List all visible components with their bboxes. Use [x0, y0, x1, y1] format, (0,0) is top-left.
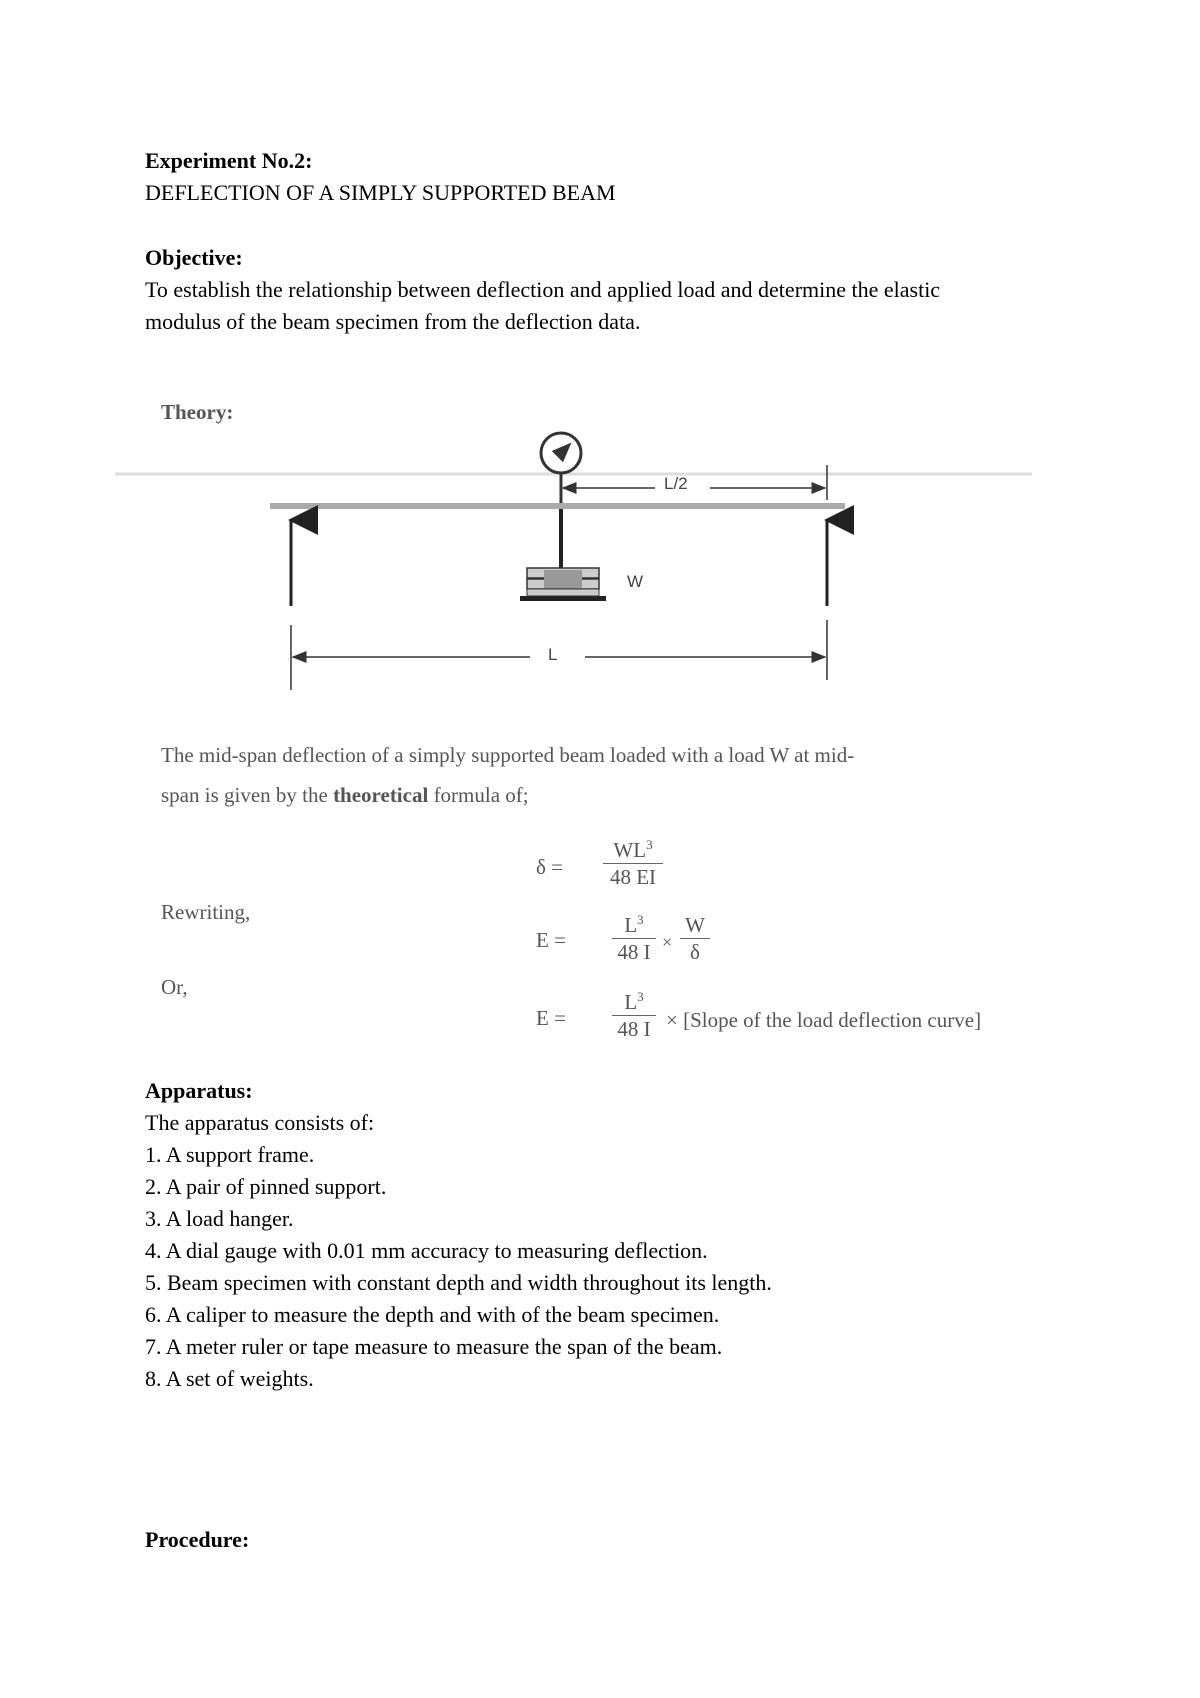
- objective-heading: Objective:: [145, 245, 243, 270]
- eq1-fraction: [603, 838, 663, 889]
- eq1-lhs: δ =: [536, 855, 563, 879]
- rewriting-label: Rewriting,: [161, 900, 251, 924]
- apparatus-item: 3. A load hanger.: [145, 1206, 294, 1231]
- theory-text-line2: [161, 783, 529, 808]
- eq1-numerator: $WL^3$: [603, 838, 663, 864]
- eq2-numerator2: W: [680, 913, 710, 939]
- eq3-slope-text: × [Slope of the load deflection curve]: [666, 1008, 982, 1032]
- eq3-fraction: [612, 990, 656, 1041]
- beam: [270, 503, 845, 509]
- theory-text-line2-bold: theoretical: [333, 783, 429, 807]
- apparatus-item: 2. A pair of pinned support.: [145, 1174, 387, 1199]
- eq2-numerator: $L^3$: [612, 913, 656, 939]
- eq2-lhs: E =: [536, 928, 566, 952]
- procedure-heading: Procedure:: [145, 1527, 250, 1552]
- eq2-fraction2: [680, 913, 710, 964]
- eq2-fraction1: [612, 913, 656, 964]
- apparatus-item: 7. A meter ruler or tape measure to measure the span of the beam.: [145, 1334, 723, 1359]
- apparatus-item: 6. A caliper to measure the depth and with of the beam specimen.: [145, 1302, 720, 1327]
- experiment-number: Experiment No.2:: [145, 148, 313, 173]
- beam-diagram: [0, 0, 1200, 720]
- load-label: W: [627, 572, 644, 591]
- eq1-denominator: 48 EI: [609, 865, 657, 889]
- eq3-lhs: E =: [536, 1006, 566, 1030]
- apparatus-item: 4. A dial gauge with 0.01 mm accuracy to measuring deflection.: [145, 1238, 708, 1263]
- eq3-denominator: 48 I: [617, 1017, 651, 1041]
- half-span-label: L/2: [664, 474, 688, 493]
- span-label: L: [548, 645, 558, 664]
- objective-text-line2: modulus of the beam specimen from the deflection data.: [145, 309, 641, 334]
- theory-text-line2-a: span is given by the: [161, 783, 328, 807]
- apparatus-heading: Apparatus:: [145, 1078, 253, 1103]
- eq2-denominator2: δ: [690, 940, 700, 964]
- apparatus-item: 1. A support frame.: [145, 1142, 315, 1167]
- theory-text-line2-b: formula of;: [433, 783, 529, 807]
- apparatus-item: 8. A set of weights.: [145, 1366, 314, 1391]
- eq2-times: ×: [662, 932, 673, 952]
- objective-text-line1: To establish the relationship between deflection and applied load and determine the elastic: [145, 277, 941, 302]
- experiment-title: DEFLECTION OF A SIMPLY SUPPORTED BEAM: [145, 180, 616, 205]
- dial-gauge-icon: [541, 433, 581, 503]
- eq3-numerator: $L^3$: [612, 990, 656, 1016]
- load-weights: [520, 568, 606, 601]
- theory-text-line1: The mid-span deflection of a simply supported beam loaded with a load W at mid-: [161, 743, 855, 767]
- apparatus-item: 5. Beam specimen with constant depth and width throughout its length.: [145, 1270, 772, 1295]
- theory-heading: Theory:: [161, 400, 234, 424]
- or-label: Or,: [161, 975, 188, 999]
- eq2-denominator: 48 I: [617, 940, 651, 964]
- apparatus-intro: The apparatus consists of:: [145, 1110, 375, 1135]
